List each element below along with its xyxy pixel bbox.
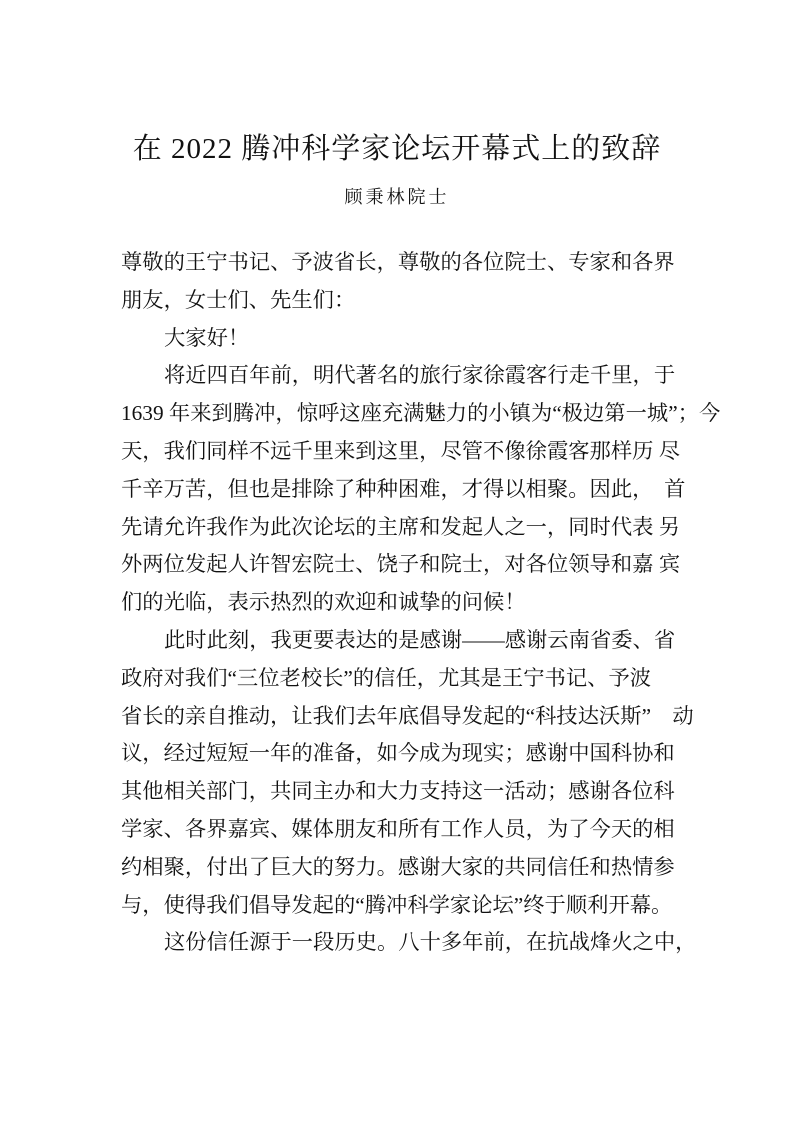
text-line: 天，我们同样不远千里来到这里，尽管不像徐霞客那样历 尽 xyxy=(121,438,681,463)
text-line: 千辛万苦，但也是排除了种种困难，才得以相聚。因此， 首 xyxy=(121,476,686,501)
document-title: 在 2022 腾冲科学家论坛开幕式上的致辞 xyxy=(132,133,662,165)
text-line: 外两位发起人许智宏院士、饶子和院士，对各位领导和嘉 宾 xyxy=(121,552,681,577)
text-line: 这份信任源于一段历史。八十多年前，在抗战烽火之中， xyxy=(164,930,697,955)
text-line: 其他相关部门，共同主办和大力支持这一活动；感谢各位科 xyxy=(121,779,675,804)
text-line: 政府对我们“三位老校长”的信任，尤其是王宁书记、予波 xyxy=(121,665,652,690)
text-line: 省长的亲自推动，让我们去年底倡导发起的“科技达沃斯” 动 xyxy=(121,703,694,728)
text-line: 约相聚，付出了巨大的努力。感谢大家的共同信任和热情参 xyxy=(121,854,675,879)
text-line: 此时此刻，我更要表达的是感谢——感谢云南省委、省 xyxy=(164,627,676,652)
text-line: 1639 年来到腾冲，惊呼这座充满魅力的小镇为“极边第一城”；今 xyxy=(121,401,721,426)
document-body xyxy=(121,244,761,962)
text-line: 们的光临，表示热烈的欢迎和诚挚的问候！ xyxy=(121,590,526,615)
text-line: 与，使得我们倡导发起的“腾冲科学家论坛”终于顺利开幕。 xyxy=(121,892,673,917)
text-line: 尊敬的王宁书记、予波省长，尊敬的各位院士、专家和各界 xyxy=(121,250,675,274)
text-line: 学家、各界嘉宾、媒体朋友和所有工作人员，为了今天的相 xyxy=(121,816,675,841)
text-line: 朋友，女士们、先生们： xyxy=(121,287,356,312)
text-line: 大家好！ xyxy=(164,325,250,350)
text-line: 将近四百年前，明代著名的旅行家徐霞客行走千里，于 xyxy=(164,363,676,388)
text-line: 先请允许我作为此次论坛的主席和发起人之一，同时代表 另 xyxy=(121,514,681,539)
text-line: 议，经过短短一年的准备，如今成为现实；感谢中国科协和 xyxy=(121,741,675,766)
document-author: 顾秉林院士 xyxy=(344,187,450,207)
